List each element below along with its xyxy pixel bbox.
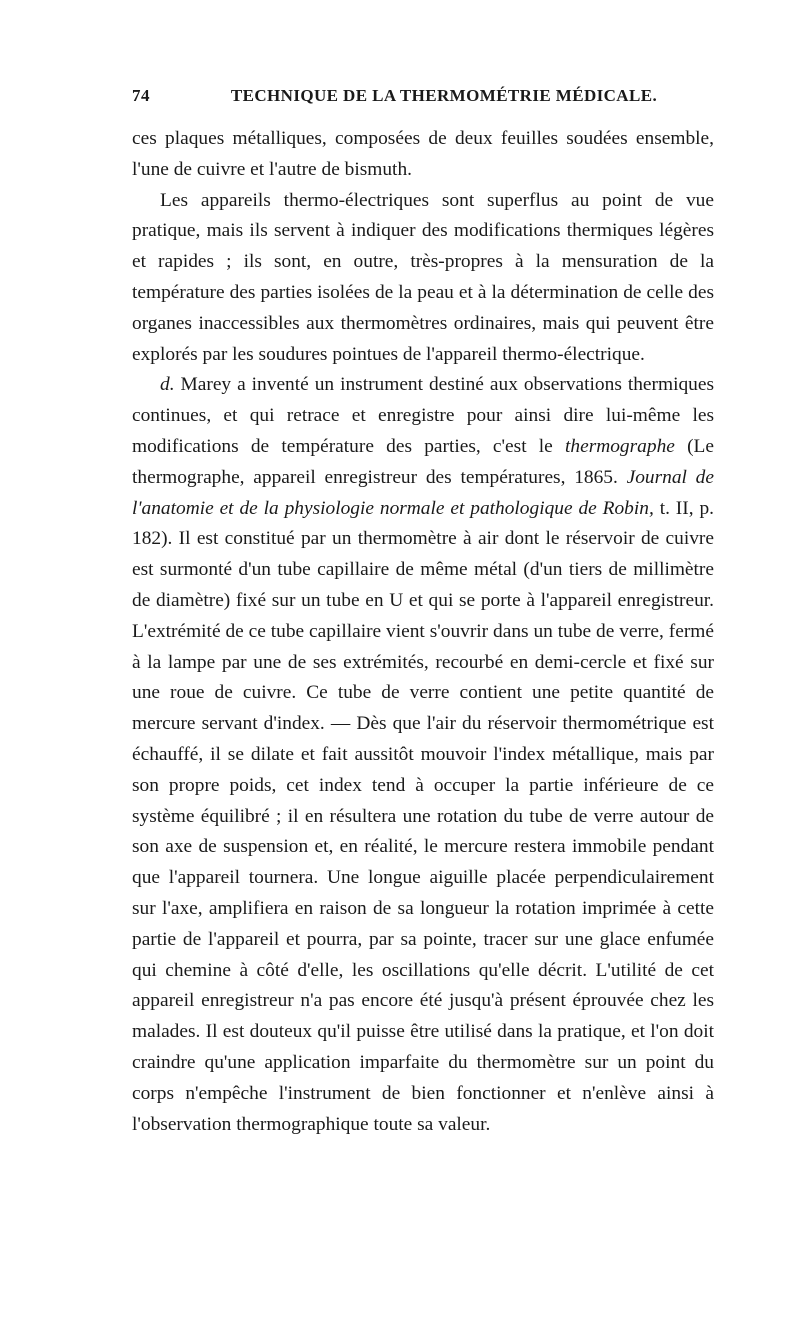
paragraph-3-journal-title: Journal de l'anatomie et de la physiologie normale et pathologique de Robin, [132,466,714,519]
paragraph-2: Les appareils thermo-électriques sont superflus au point de vue pratique, mais ils servent à indiquer des modifications thermiques légères et rapides ; ils sont, en outre, très-propres à la mensuration de la température des parties isolées de la peau et à la détermination de celle des organes inaccessibles aux thermomètres ordinaires, mais qui peuvent être explorés par les soudures pointues de l'appareil thermo-électrique. [132,189,714,365]
paragraph-3 [132,370,714,1140]
paragraph-3-part2: (Le thermographe, appareil enregistreur des températures, 1865. [132,435,714,488]
body-text [132,124,714,1140]
page-header [132,86,716,112]
paragraph-1: ces plaques métalliques, composées de deux feuilles soudées ensemble, l'une de cuivre et l'autre de bismuth. [132,128,714,180]
paragraph-3-lead: d. [160,374,175,396]
paragraph-3-part3: t. II, p. 182). Il est constitué par un thermomètre à air dont le réservoir de cuivre est surmonté d'un tube capillaire de même métal (d'un tiers de millimètre de diamètre) fixé sur un tube en U et qui se porte à l'appareil enregistreur. L'extrémité de ce tube capillaire vient s'ouvrir dans un tube de verre, fermé à la lampe par une de ses extrémités, recourbé en demi-cercle et fixé sur une roue de cuivre. Ce tube de verre contient une petite quantité de mercure servant d'index. — Dès que l'air du réservoir thermométrique est échauffé, il se dilate et fait aussitôt mouvoir l'index métallique, mais par son propre poids, cet index tend à occuper la partie inférieure de ce système équilibré ; il en résultera une rotation du tube de verre autour de son axe de suspension et, en réalité, le mercure restera immobile pendant que l'appareil tournera. Une longue aiguille placée perpendiculairement sur l'axe, amplifiera en raison de sa longueur la rotation imprimée à cette partie de l'appareil et pourra, par sa pointe, tracer sur une glace enfumée qui chemine à côté d'elle, les oscillations qu'elle décrit. L'utilité de cet appareil enregistreur n'a pas encore été jusqu'à présent éprouvée chez les malades. Il est douteux qu'il puisse être utilisé dans la pratique, et l'on doit craindre qu'une application imparfaite du thermomètre sur un point du corps n'empêche l'instrument de bien fonctionner et n'enlève ainsi à l'observation thermographique toute sa valeur. [132,497,714,1135]
page-number: 74 [132,86,150,105]
paragraph-3-italic1: thermographe [565,435,675,457]
running-title: TECHNIQUE DE LA THERMOMÉTRIE MÉDICALE. [230,86,658,105]
paragraph-3-part1: Marey a inventé un instrument destiné aux observations thermiques continues, et qui retrace et enregistre pour ainsi dire lui-même les modifications de température des parties, c'est le [132,374,714,457]
